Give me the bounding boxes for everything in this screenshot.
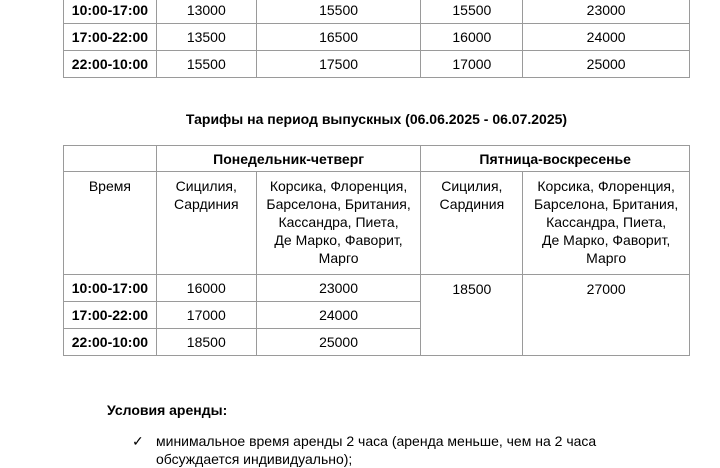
hall-name-line: Корсика, Флоренция, xyxy=(269,178,408,194)
rental-conditions-title: Условия аренды: xyxy=(107,402,228,418)
weekend-group-header: Пятница-воскресенье xyxy=(421,146,690,172)
price-cell: 25000 xyxy=(256,329,421,356)
hall-name-line: Сицилия, xyxy=(175,178,237,194)
weekday-group-header: Понедельник-четверг xyxy=(156,146,421,172)
condition-text xyxy=(156,432,596,468)
price-cell: 17500 xyxy=(256,51,421,78)
price-cell: 23000 xyxy=(523,0,690,24)
hall-name-line: Де Марко, Фаворит, xyxy=(274,232,403,248)
condition-text-line: обсуждается индивидуально); xyxy=(156,451,353,467)
hall-group-a-header xyxy=(156,172,256,275)
hall-name-line: Сардиния xyxy=(439,196,505,212)
price-cell: 16500 xyxy=(256,24,421,51)
table-row xyxy=(64,275,690,302)
time-column-header: Время xyxy=(64,172,157,275)
hall-name-line: Сицилия, xyxy=(441,178,503,194)
time-cell: 17:00-22:00 xyxy=(64,302,157,329)
time-cell: 10:00-17:00 xyxy=(64,275,157,302)
price-cell: 13500 xyxy=(156,24,256,51)
graduation-tariffs-title: Тарифы на период выпускных (06.06.2025 - 06.07.2025) xyxy=(185,111,568,127)
time-cell: 10:00-17:00 xyxy=(64,0,157,24)
price-cell: 15500 xyxy=(256,0,421,24)
condition-text-line: минимальное время аренды 2 часа (аренда меньше, чем на 2 часа xyxy=(156,433,597,449)
table-row xyxy=(64,24,690,51)
empty-header-cell xyxy=(64,146,157,172)
hall-group-b-header xyxy=(523,172,690,275)
price-cell: 25000 xyxy=(523,51,690,78)
price-cell: 18500 xyxy=(156,329,256,356)
table-row xyxy=(64,0,690,24)
list-item xyxy=(132,432,692,468)
price-cell: 24000 xyxy=(523,24,690,51)
tariff-table-graduation xyxy=(63,145,690,356)
time-cell: 22:00-10:00 xyxy=(64,329,157,356)
price-cell: 16000 xyxy=(421,24,523,51)
price-cell: 17000 xyxy=(156,302,256,329)
price-cell: 13000 xyxy=(156,0,256,24)
hall-name-line: Де Марко, Фаворит, xyxy=(542,232,671,248)
hall-name-line: Корсика, Флоренция, xyxy=(537,178,675,194)
hall-name-line: Кассандра, Пиета, xyxy=(546,214,667,230)
hall-name-line: Кассандра, Пиета, xyxy=(278,214,399,230)
price-cell: 27000 xyxy=(523,275,690,356)
checkmark-icon: ✓ xyxy=(132,433,144,449)
price-cell: 17000 xyxy=(421,51,523,78)
price-cell: 15500 xyxy=(421,0,523,24)
rental-conditions-list xyxy=(132,432,692,468)
hall-group-a-header xyxy=(421,172,523,275)
time-cell: 17:00-22:00 xyxy=(64,24,157,51)
price-cell: 24000 xyxy=(256,302,421,329)
hall-name-line: Марго xyxy=(586,250,627,266)
hall-name-line: Марго xyxy=(318,250,359,266)
hall-group-b-header xyxy=(256,172,421,275)
hall-name-line: Барселона, Британия, xyxy=(533,196,679,212)
tariff-table-regular xyxy=(63,0,690,78)
table-subheader-row xyxy=(64,172,690,275)
price-cell: 15500 xyxy=(156,51,256,78)
table-row xyxy=(64,51,690,78)
price-cell: 23000 xyxy=(256,275,421,302)
hall-name-line: Барселона, Британия, xyxy=(266,196,411,212)
table-header-row xyxy=(64,146,690,172)
price-cell: 18500 xyxy=(421,275,523,356)
time-cell: 22:00-10:00 xyxy=(64,51,157,78)
hall-name-line: Сардиния xyxy=(173,196,239,212)
price-cell: 16000 xyxy=(156,275,256,302)
